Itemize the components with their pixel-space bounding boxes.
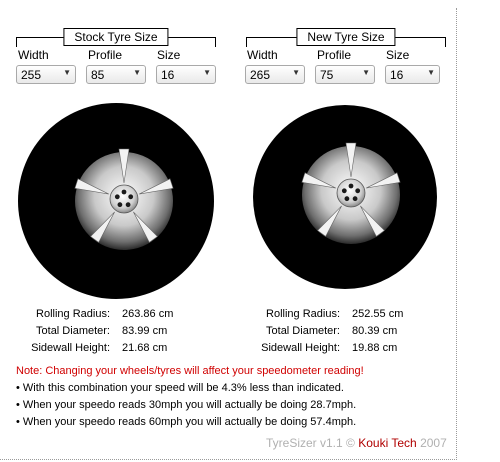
new-profile-value: 75 <box>320 68 334 82</box>
new-wheel-image <box>251 103 439 291</box>
stock-size-value: 16 <box>161 68 175 82</box>
stock-tyre-title: Stock Tyre Size <box>63 28 168 46</box>
new-profile-select[interactable] <box>315 65 375 84</box>
new-total-diameter-value: 80.39 cm <box>352 325 398 337</box>
new-rolling-radius-value: 252.55 cm <box>352 308 404 320</box>
new-total-diameter-label: Total Diameter: <box>266 325 340 337</box>
frame-border-bottom <box>0 459 457 460</box>
chevron-down-icon: ▼ <box>203 68 211 77</box>
new-rolling-radius-label: Rolling Radius: <box>266 308 340 320</box>
new-width-value: 265 <box>250 68 271 82</box>
result-bullet: • When your speedo reads 30mph you will actually be doing 28.7mph. <box>16 399 357 411</box>
stock-rolling-radius-value: 263.86 cm <box>122 308 174 320</box>
stock-total-diameter-value: 83.99 cm <box>122 325 168 337</box>
chevron-down-icon: ▼ <box>427 68 435 77</box>
chevron-down-icon: ▼ <box>133 68 141 77</box>
stock-profile-label: Profile <box>88 48 123 62</box>
stock-profile-value: 85 <box>91 68 105 82</box>
copyright-symbol: © <box>346 436 355 450</box>
new-profile-label: Profile <box>317 48 352 62</box>
stock-tyre-panel <box>16 28 216 46</box>
stock-width-value: 255 <box>21 68 42 82</box>
result-bullet: • With this combination your speed will be 4.3% less than indicated. <box>16 382 344 394</box>
stock-width-select[interactable] <box>16 65 76 84</box>
new-tyre-panel <box>246 28 446 46</box>
new-size-label: Size <box>386 48 410 62</box>
chevron-down-icon: ▼ <box>362 68 370 77</box>
new-sidewall-height-value: 19.88 cm <box>352 342 398 354</box>
stock-size-select[interactable] <box>156 65 216 84</box>
stock-total-diameter-label: Total Diameter: <box>36 325 110 337</box>
new-sidewall-height-label: Sidewall Height: <box>261 342 340 354</box>
chevron-down-icon: ▼ <box>292 68 300 77</box>
stock-profile-select[interactable] <box>86 65 146 84</box>
stock-wheel-image <box>16 103 216 299</box>
stock-sidewall-height-value: 21.68 cm <box>122 342 168 354</box>
new-width-select[interactable] <box>245 65 305 84</box>
chevron-down-icon: ▼ <box>63 68 71 77</box>
kouki-tech-link[interactable]: Kouki Tech <box>358 436 417 450</box>
stock-width-label: Width <box>18 48 49 62</box>
speedometer-warning-note: Note: Changing your wheels/tyres will affect your speedometer reading! <box>16 365 364 377</box>
app-version-text: TyreSizer v1.1 <box>266 436 343 450</box>
footer-credit <box>266 436 447 450</box>
footer-year: 2007 <box>420 436 447 450</box>
new-width-label: Width <box>247 48 278 62</box>
frame-border-right <box>456 8 457 460</box>
stock-sidewall-height-label: Sidewall Height: <box>31 342 110 354</box>
result-bullet: • When your speedo reads 60mph you will actually be doing 57.4mph. <box>16 416 357 428</box>
new-size-select[interactable] <box>385 65 440 84</box>
new-tyre-title: New Tyre Size <box>296 28 395 46</box>
stock-rolling-radius-label: Rolling Radius: <box>36 308 110 320</box>
stock-size-label: Size <box>157 48 181 62</box>
new-size-value: 16 <box>390 68 404 82</box>
